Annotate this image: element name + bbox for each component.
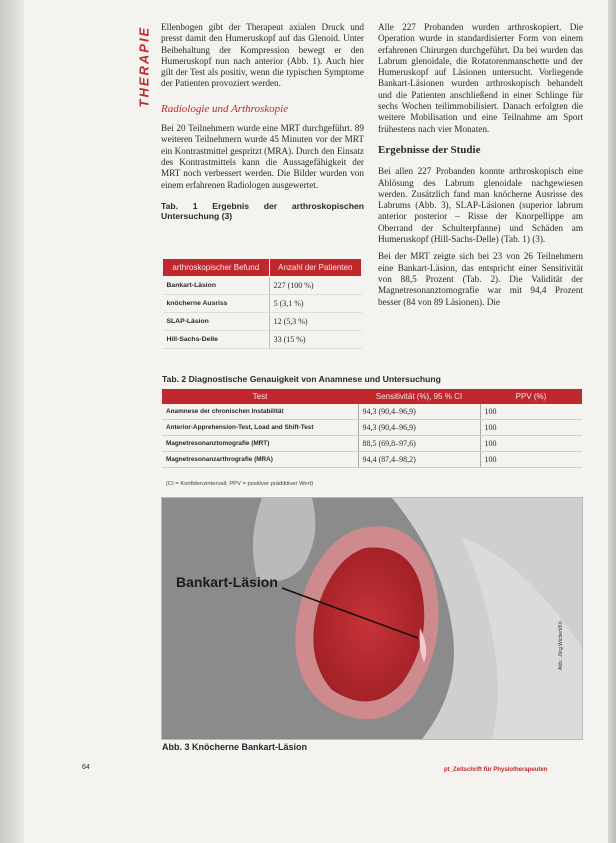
table-header-row (162, 389, 582, 404)
right-paragraph-2: Bei allen 227 Probanden konnte arthroskopisch eine Ablösung des Labrum glenoidale nachgewiesen werden. Zusätzlich fand man knöcherne Ausrisse des Labrums (Abb. 3), SLAP-Läsionen (superior labrum anterior posterior – Risse der Knorpellippe am Oberrand der Schulterpfanne) und Schäden am Humeruskopf (Hill-Sachs-Delle) (Tab. 1) (3). (378, 166, 583, 245)
table-row (162, 452, 582, 468)
table-row (162, 436, 582, 452)
table-cell: 88,5 (69,8–97,6) (358, 436, 480, 452)
left-column (161, 22, 364, 222)
figure-credit: Abb.: Jörg Wichert/Kö (558, 621, 564, 670)
table-arthroscopy-results (162, 258, 362, 349)
table-header: PPV (%) (480, 389, 582, 404)
table-diagnostic-accuracy (162, 389, 582, 468)
table-row (163, 295, 362, 313)
table-cell: SLAP-Läsion (163, 313, 270, 331)
table-cell: 94,3 (90,4–96,9) (358, 404, 480, 420)
table-cell: Anamnese der chronischen Instabilität (162, 404, 358, 420)
page-number: 64 (82, 764, 90, 771)
right-paragraph-1: Alle 227 Probanden wurden arthroskopiert. Die Operation wurde in standardisierter Form von einem erfahrenen Chirurgen durchgeführt. Da bei wurden das Labrum glenoidale, die Rotatorenmanschette und der Humeruskopf auf Läsionen untersucht. Vorliegende Bankart-Läsionen wurden arthroskopisch behandelt und die Patienten anschließend in einer Schlinge für sechs Wochen teilimmobilisiert. Danach erfolgten die weitere Mobilisation und eine Teilnahme am Sport frühestens nach vier Monaten. (378, 22, 583, 134)
left-paragraph-2: Bei 20 Teilnehmern wurde eine MRT durchgeführt. 89 weiteren Teilnehmern wurde 45 Minuten vor der MRT ein Kontrastmittel gespritzt (MRA). Durch den Einsatz des Kontrastmittels kann die Aussagefähigkeit der MRT noch verbessert werden. Die Bilder wurden von einem erfahrenen Radiologen ausgewertet. (161, 123, 364, 190)
table-row (163, 331, 362, 349)
table2-footnote: (CI = Konfidenzintervall; PPV = positiver prädiktiver Wert) (166, 481, 314, 487)
table-cell: 100 (480, 452, 582, 468)
subheading-ergebnisse: Ergebnisse der Studie (378, 143, 481, 156)
footer-journal: pt_Zeitschrift für Physiotherapeuten (444, 767, 548, 773)
table-header: Sensitivität (%), 95 % CI (358, 389, 480, 404)
figure-label: Bankart-Läsion (176, 574, 278, 590)
table-cell: 100 (480, 404, 582, 420)
right-paragraph-3: Bei der MRT zeigte sich bei 23 von 26 Teilnehmern eine Bankart-Läsion, das entspricht einer Sensitivität von 88,5 Prozent (Tab. 2). Die Validität der Magnetresonanztomografie war mit 94,4 Prozent besser (84 von 89 Läsionen). Die (378, 251, 583, 307)
table-row (163, 313, 362, 331)
table-header-row (163, 259, 362, 277)
table-cell: Magnetresonanzarthrografie (MRA) (162, 452, 358, 468)
table-cell: Hill-Sachs-Delle (163, 331, 270, 349)
table-header: arthroskopischer Befund (163, 259, 270, 277)
table-row (163, 277, 362, 295)
table-cell: 33 (15 %) (269, 331, 361, 349)
table-cell: 227 (100 %) (269, 277, 361, 295)
table-cell: Anterior-Apprehension-Test, Load and Shift-Test (162, 420, 358, 436)
table-cell: 100 (480, 420, 582, 436)
table-row (162, 420, 582, 436)
table-cell: 94,4 (87,4–98,2) (358, 452, 480, 468)
left-paragraph-1: Ellenbogen gibt der Therapeut axialen Druck und presst damit den Humeruskopf auf das Glenoid. Unter Beibehaltung der Kompression bewegt er den Humeruskopf nun nach anterior (Abb. 1). Auch hier gilt der Test als positiv, wenn die typischen Symptome der Patienten provoziert werden. (161, 22, 364, 89)
table-cell: 12 (5,3 %) (269, 313, 361, 331)
right-column (378, 22, 583, 314)
section-label (132, 22, 154, 112)
table-cell: Magnetresonanztomografie (MRT) (162, 436, 358, 452)
table-header: Test (162, 389, 358, 404)
figure-bankart-lesion (161, 497, 583, 740)
table-header: Anzahl der Patienten (269, 259, 361, 277)
table1-caption: Tab. 1 Ergebnis der arthroskopischen Untersuchung (3) (161, 200, 364, 222)
table-cell: 5 (3,1 %) (269, 295, 361, 313)
shoulder-illustration (162, 498, 582, 739)
table-cell: knöcherne Ausriss (163, 295, 270, 313)
table-cell: 100 (480, 436, 582, 452)
section-label-text: THERAPIE (136, 25, 152, 108)
table2-caption: Tab. 2 Diagnostische Genauigkeit von Anamnese und Untersuchung (162, 374, 441, 384)
binding-shadow (0, 0, 24, 843)
figure-caption: Abb. 3 Knöcherne Bankart-Läsion (162, 742, 308, 752)
table-row (162, 404, 582, 420)
page-edge (608, 0, 616, 843)
subheading-radiologie: Radiologie und Arthroskopie (161, 102, 289, 115)
table-cell: Bankart-Läsion (163, 277, 270, 295)
table-cell: 94,3 (90,4–96,9) (358, 420, 480, 436)
